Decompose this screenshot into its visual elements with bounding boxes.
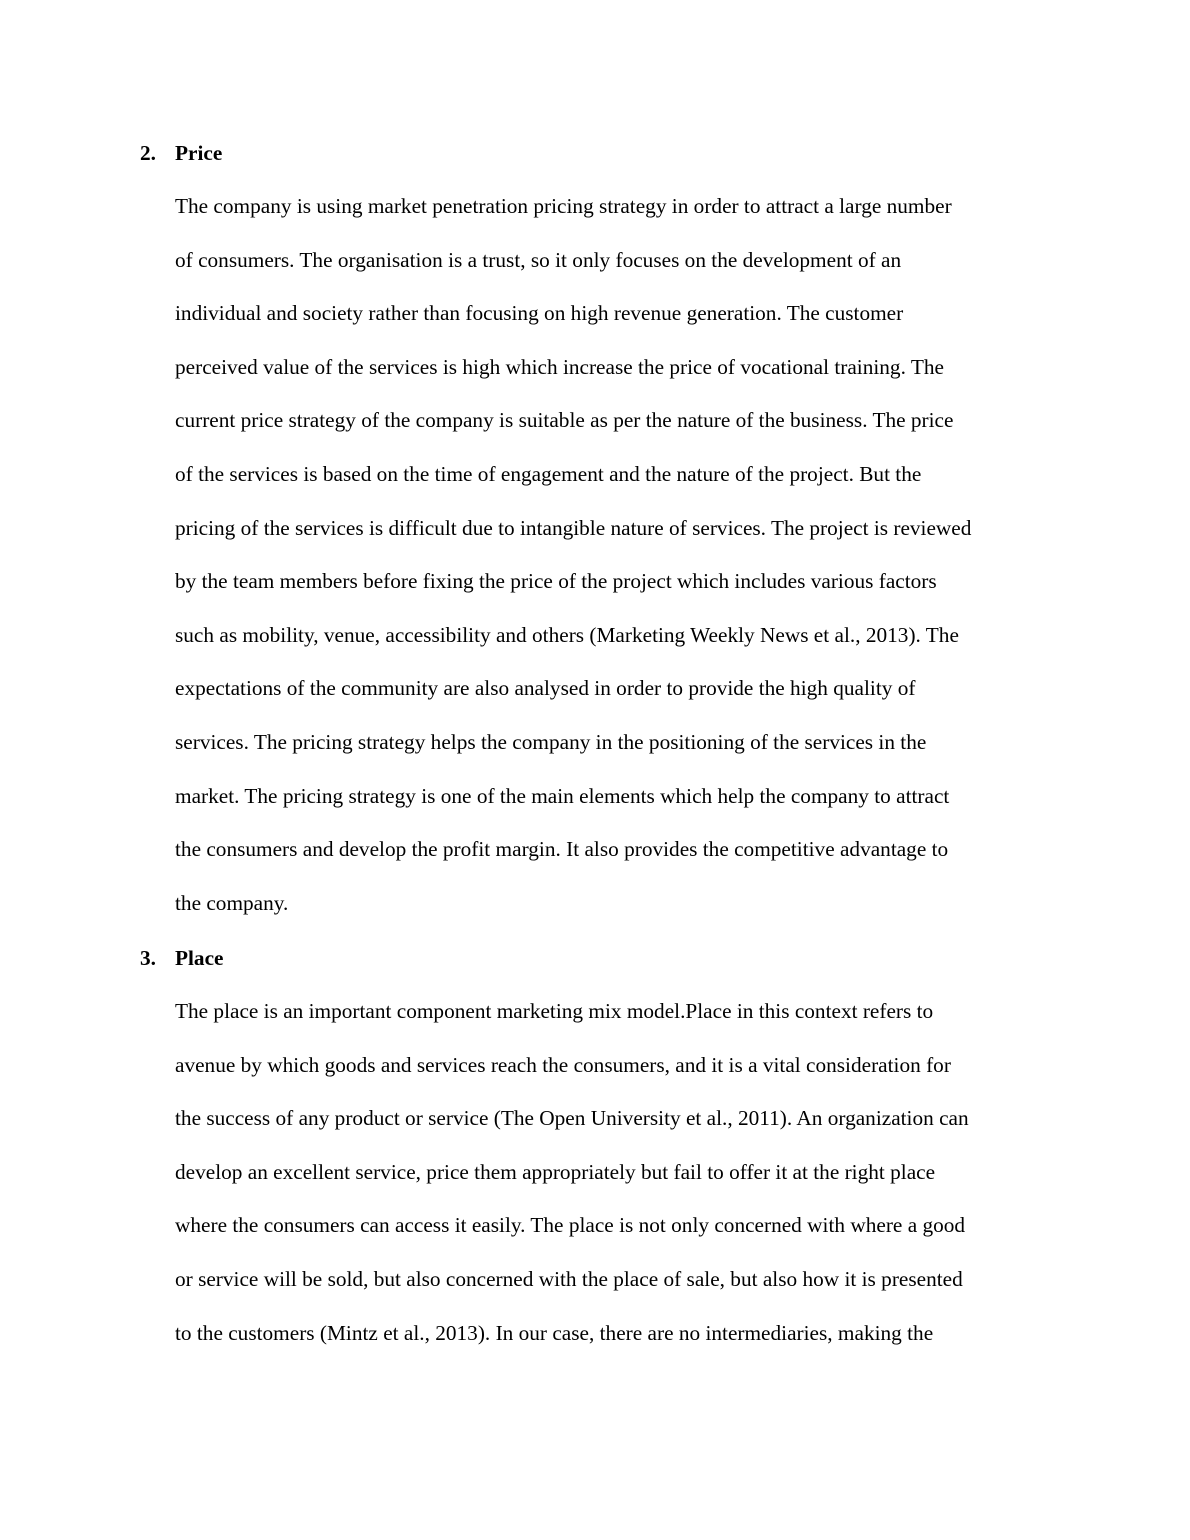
paragraph-line: develop an excellent service, price them appropriately but fail to offer it at the right place (175, 1159, 936, 1184)
paragraph-line: pricing of the services is difficult due to intangible nature of services. The project is reviewed (175, 515, 972, 540)
section-number: 3. (140, 946, 156, 970)
paragraph-line: or service will be sold, but also concerned with the place of sale, but also how it is presented (175, 1266, 963, 1291)
paragraph-line: expectations of the community are also analysed in order to provide the high quality of (175, 676, 916, 701)
section-place (0, 931, 1190, 1360)
paragraph-line: market. The pricing strategy is one of the main elements which help the company to attract (175, 783, 950, 808)
paragraph-line: The company is using market penetration pricing strategy in order to attract a large number (175, 194, 952, 218)
section-heading (0, 931, 1190, 985)
paragraph-line: current price strategy of the company is suitable as per the nature of the business. The price (175, 408, 954, 433)
paragraph-line: the consumers and develop the profit margin. It also provides the competitive advantage to (175, 837, 949, 862)
paragraph-line: services. The pricing strategy helps the company in the positioning of the services in the (175, 729, 927, 754)
paragraph-line: avenue by which goods and services reach the consumers, and it is a vital consideration for (175, 1052, 951, 1077)
section-number: 2. (140, 141, 156, 165)
paragraph-line: of consumers. The organisation is a trust, so it only focuses on the development of an (175, 247, 902, 272)
section-heading (0, 126, 1190, 180)
section-price (0, 126, 1190, 930)
paragraph-line: of the services is based on the time of engagement and the nature of the project. But the (175, 461, 922, 486)
paragraph-line: by the team members before fixing the price of the project which includes various factors (175, 569, 937, 594)
paragraph-line: The place is an important component marketing mix model.Place in this context refers to (175, 999, 934, 1023)
paragraph-line: where the consumers can access it easily. The place is not only concerned with where a good (175, 1213, 966, 1238)
paragraph-line: such as mobility, venue, accessibility and others (Marketing Weekly News et al., 2013). The (175, 622, 959, 647)
section-title: Price (175, 141, 223, 165)
section-title: Place (175, 946, 224, 970)
paragraph-line: perceived value of the services is high which increase the price of vocational training. The (175, 354, 944, 379)
paragraph-line: the company. (175, 890, 289, 915)
paragraph-line: the success of any product or service (The Open University et al., 2011). An organization can (175, 1106, 969, 1131)
paragraph-line: to the customers (Mintz et al., 2013). In our case, there are no intermediaries, making the (175, 1320, 934, 1345)
paragraph-line: individual and society rather than focusing on high revenue generation. The customer (175, 301, 904, 326)
